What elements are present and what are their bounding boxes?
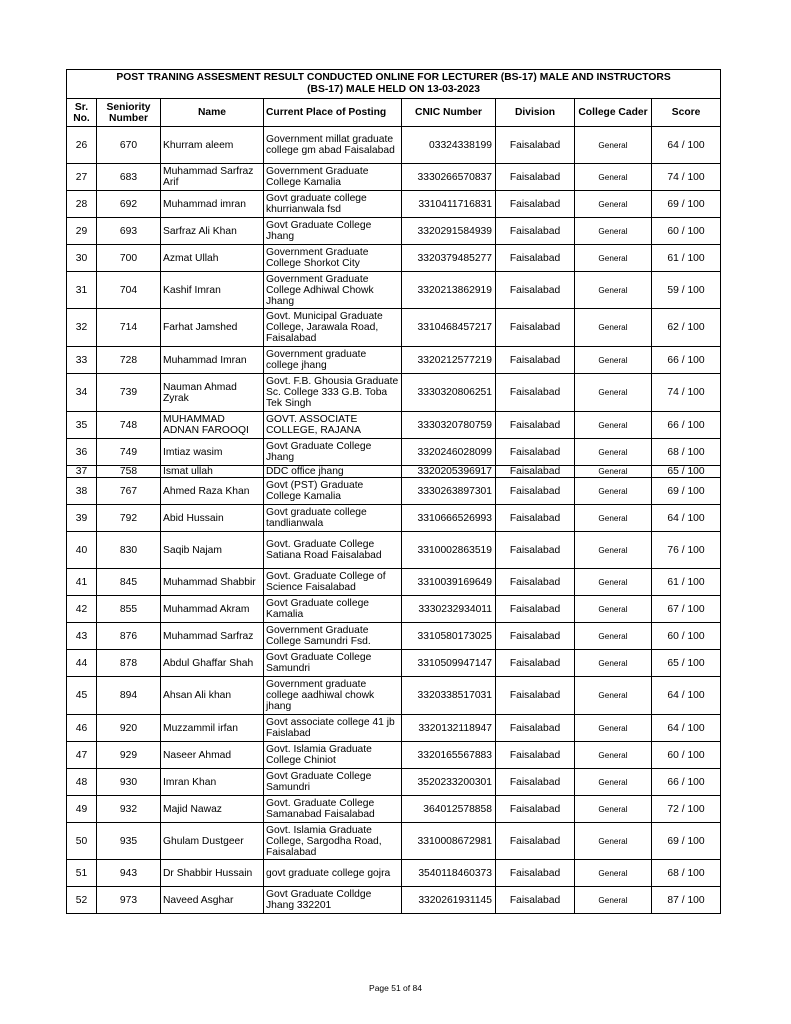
page-title <box>67 70 721 99</box>
cell-cadre: General <box>575 769 652 796</box>
cell-division: Faisalabad <box>496 127 575 164</box>
cell-cnic: 3310411716831 <box>402 191 496 218</box>
cell-posting: Government graduate college aadhiwal chowk jhang <box>264 677 402 715</box>
cell-division: Faisalabad <box>496 505 575 532</box>
cell-name: Ghulam Dustgeer <box>161 823 264 860</box>
cell-posting: Govt. Graduate College of Science Faisalabad <box>264 569 402 596</box>
cell-sr: 29 <box>67 218 97 245</box>
cell-sr: 48 <box>67 769 97 796</box>
cell-division: Faisalabad <box>496 347 575 374</box>
cell-division: Faisalabad <box>496 412 575 439</box>
table-row <box>67 218 721 245</box>
cell-cnic: 3320379485277 <box>402 245 496 272</box>
cell-posting: Govt graduate college tandlianwala <box>264 505 402 532</box>
cell-posting: Govt. Municipal Graduate College, Jarawala Road, Faisalabad <box>264 309 402 347</box>
cell-score: 60 / 100 <box>652 218 721 245</box>
cell-sr: 31 <box>67 272 97 309</box>
cell-seniority: 693 <box>97 218 161 245</box>
cell-cadre: General <box>575 623 652 650</box>
cell-score: 60 / 100 <box>652 623 721 650</box>
cell-score: 67 / 100 <box>652 596 721 623</box>
cell-score: 64 / 100 <box>652 127 721 164</box>
cell-cnic: 3330320806251 <box>402 374 496 412</box>
cell-cnic: 364012578858 <box>402 796 496 823</box>
cell-cadre: General <box>575 191 652 218</box>
cell-cadre: General <box>575 887 652 914</box>
table-row <box>67 245 721 272</box>
table-body <box>67 127 721 914</box>
table-row <box>67 769 721 796</box>
cell-cadre: General <box>575 309 652 347</box>
cell-posting: Govt Graduate college Kamalia <box>264 596 402 623</box>
cell-cnic: 3320205396917 <box>402 466 496 478</box>
cell-name: Ahsan Ali khan <box>161 677 264 715</box>
cell-posting: Govt Graduate College Samundri <box>264 650 402 677</box>
cell-seniority: 876 <box>97 623 161 650</box>
cell-posting: Govt Graduate College Jhang <box>264 218 402 245</box>
col-header-posting: Current Place of Posting <box>264 99 402 127</box>
cell-cadre: General <box>575 466 652 478</box>
cell-posting: Government millat graduate college gm abad Faisalabad <box>264 127 402 164</box>
cell-name: Nauman Ahmad Zyrak <box>161 374 264 412</box>
cell-posting: Government Graduate College Samundri Fsd. <box>264 623 402 650</box>
cell-cnic: 03324338199 <box>402 127 496 164</box>
cell-name: Farhat Jamshed <box>161 309 264 347</box>
cell-name: Majid Nawaz <box>161 796 264 823</box>
cell-seniority: 845 <box>97 569 161 596</box>
cell-cnic: 3310580173025 <box>402 623 496 650</box>
cell-cnic: 3330263897301 <box>402 478 496 505</box>
cell-seniority: 728 <box>97 347 161 374</box>
cell-cnic: 3310509947147 <box>402 650 496 677</box>
cell-name: Muhammad imran <box>161 191 264 218</box>
cell-name: Ahmed Raza Khan <box>161 478 264 505</box>
cell-cnic: 3520233200301 <box>402 769 496 796</box>
cell-score: 66 / 100 <box>652 412 721 439</box>
cell-sr: 36 <box>67 439 97 466</box>
col-header-score: Score <box>652 99 721 127</box>
cell-seniority: 935 <box>97 823 161 860</box>
cell-name: Muhammad Sarfraz <box>161 623 264 650</box>
cell-seniority: 932 <box>97 796 161 823</box>
cell-score: 68 / 100 <box>652 860 721 887</box>
cell-score: 61 / 100 <box>652 245 721 272</box>
cell-seniority: 767 <box>97 478 161 505</box>
cell-score: 69 / 100 <box>652 191 721 218</box>
cell-cadre: General <box>575 439 652 466</box>
cell-name: Muzzammil irfan <box>161 715 264 742</box>
cell-cnic: 3310008672981 <box>402 823 496 860</box>
cell-sr: 32 <box>67 309 97 347</box>
cell-sr: 27 <box>67 164 97 191</box>
cell-seniority: 920 <box>97 715 161 742</box>
cell-name: Imtiaz wasim <box>161 439 264 466</box>
cell-name: Naseer Ahmad <box>161 742 264 769</box>
cell-cnic: 3320338517031 <box>402 677 496 715</box>
cell-sr: 37 <box>67 466 97 478</box>
cell-sr: 34 <box>67 374 97 412</box>
table-row <box>67 439 721 466</box>
cell-name: Ismat ullah <box>161 466 264 478</box>
cell-posting: Government Graduate College Adhiwal Chowk Jhang <box>264 272 402 309</box>
table-row <box>67 272 721 309</box>
cell-score: 72 / 100 <box>652 796 721 823</box>
col-header-sr: Sr. No. <box>67 99 97 127</box>
cell-cadre: General <box>575 245 652 272</box>
cell-name: Kashif Imran <box>161 272 264 309</box>
cell-division: Faisalabad <box>496 623 575 650</box>
cell-seniority: 878 <box>97 650 161 677</box>
col-header-cadre: College Cader <box>575 99 652 127</box>
cell-posting: Govt Graduate College Samundri <box>264 769 402 796</box>
cell-cadre: General <box>575 505 652 532</box>
cell-sr: 33 <box>67 347 97 374</box>
cell-cnic: 3320291584939 <box>402 218 496 245</box>
cell-cadre: General <box>575 164 652 191</box>
col-header-cnic: CNIC Number <box>402 99 496 127</box>
cell-posting: Govt. F.B. Ghousia Graduate Sc. College 333 G.B. Toba Tek Singh <box>264 374 402 412</box>
cell-cnic: 3540118460373 <box>402 860 496 887</box>
table-row <box>67 596 721 623</box>
cell-division: Faisalabad <box>496 769 575 796</box>
cell-sr: 49 <box>67 796 97 823</box>
table-row <box>67 569 721 596</box>
cell-posting: Govt Graduate College Jhang <box>264 439 402 466</box>
cell-score: 66 / 100 <box>652 769 721 796</box>
cell-sr: 52 <box>67 887 97 914</box>
cell-division: Faisalabad <box>496 272 575 309</box>
cell-seniority: 748 <box>97 412 161 439</box>
cell-division: Faisalabad <box>496 164 575 191</box>
cell-cadre: General <box>575 677 652 715</box>
table-row <box>67 191 721 218</box>
column-header-row <box>67 99 721 127</box>
cell-seniority: 714 <box>97 309 161 347</box>
cell-posting: Govt. Graduate College Samanabad Faisalabad <box>264 796 402 823</box>
cell-name: Saqib Najam <box>161 532 264 569</box>
cell-division: Faisalabad <box>496 823 575 860</box>
results-table <box>66 69 721 914</box>
cell-name: Muhammad Imran <box>161 347 264 374</box>
cell-sr: 39 <box>67 505 97 532</box>
cell-name: Dr Shabbir Hussain <box>161 860 264 887</box>
cell-seniority: 683 <box>97 164 161 191</box>
cell-cnic: 3320132118947 <box>402 715 496 742</box>
cell-division: Faisalabad <box>496 796 575 823</box>
cell-cnic: 3320213862919 <box>402 272 496 309</box>
cell-cnic: 3310039169649 <box>402 569 496 596</box>
cell-division: Faisalabad <box>496 478 575 505</box>
cell-cnic: 3320212577219 <box>402 347 496 374</box>
cell-score: 68 / 100 <box>652 439 721 466</box>
cell-cadre: General <box>575 478 652 505</box>
cell-score: 74 / 100 <box>652 164 721 191</box>
cell-score: 61 / 100 <box>652 569 721 596</box>
cell-cadre: General <box>575 569 652 596</box>
cell-division: Faisalabad <box>496 439 575 466</box>
table-row <box>67 127 721 164</box>
table-row <box>67 887 721 914</box>
cell-cnic: 3320261931145 <box>402 887 496 914</box>
cell-sr: 45 <box>67 677 97 715</box>
cell-name: Muhammad Shabbir <box>161 569 264 596</box>
cell-seniority: 670 <box>97 127 161 164</box>
cell-score: 65 / 100 <box>652 650 721 677</box>
table-row <box>67 532 721 569</box>
cell-posting: GOVT. ASSOCIATE COLLEGE, RAJANA <box>264 412 402 439</box>
cell-cadre: General <box>575 347 652 374</box>
cell-sr: 50 <box>67 823 97 860</box>
cell-score: 64 / 100 <box>652 715 721 742</box>
cell-cadre: General <box>575 374 652 412</box>
table-row <box>67 164 721 191</box>
cell-sr: 46 <box>67 715 97 742</box>
table-row <box>67 860 721 887</box>
col-header-seniority: Seniority Number <box>97 99 161 127</box>
cell-cnic: 3310002863519 <box>402 532 496 569</box>
cell-division: Faisalabad <box>496 532 575 569</box>
cell-division: Faisalabad <box>496 569 575 596</box>
cell-division: Faisalabad <box>496 887 575 914</box>
cell-cadre: General <box>575 532 652 569</box>
cell-sr: 42 <box>67 596 97 623</box>
table-row <box>67 796 721 823</box>
cell-cadre: General <box>575 796 652 823</box>
cell-seniority: 830 <box>97 532 161 569</box>
cell-division: Faisalabad <box>496 596 575 623</box>
cell-posting: Govt. Graduate College Satiana Road Faisalabad <box>264 532 402 569</box>
table-row <box>67 677 721 715</box>
cell-score: 64 / 100 <box>652 677 721 715</box>
cell-division: Faisalabad <box>496 677 575 715</box>
cell-score: 62 / 100 <box>652 309 721 347</box>
cell-name: Naveed Asghar <box>161 887 264 914</box>
cell-cnic: 3330266570837 <box>402 164 496 191</box>
table-row <box>67 623 721 650</box>
cell-name: MUHAMMAD ADNAN FAROOQI <box>161 412 264 439</box>
cell-seniority: 758 <box>97 466 161 478</box>
col-header-name: Name <box>161 99 264 127</box>
cell-score: 65 / 100 <box>652 466 721 478</box>
cell-division: Faisalabad <box>496 715 575 742</box>
cell-division: Faisalabad <box>496 742 575 769</box>
cell-division: Faisalabad <box>496 245 575 272</box>
cell-score: 87 / 100 <box>652 887 721 914</box>
cell-posting: Govt associate college 41 jb Faislabad <box>264 715 402 742</box>
cell-seniority: 704 <box>97 272 161 309</box>
cell-sr: 40 <box>67 532 97 569</box>
table-row <box>67 309 721 347</box>
cell-sr: 26 <box>67 127 97 164</box>
table-row <box>67 412 721 439</box>
cell-posting: Govt graduate college khurrianwala fsd <box>264 191 402 218</box>
table-row <box>67 478 721 505</box>
cell-cnic: 3330320780759 <box>402 412 496 439</box>
cell-cnic: 3320246028099 <box>402 439 496 466</box>
cell-seniority: 973 <box>97 887 161 914</box>
cell-division: Faisalabad <box>496 191 575 218</box>
cell-cadre: General <box>575 823 652 860</box>
cell-cadre: General <box>575 650 652 677</box>
cell-score: 66 / 100 <box>652 347 721 374</box>
cell-score: 59 / 100 <box>652 272 721 309</box>
cell-cadre: General <box>575 127 652 164</box>
cell-cadre: General <box>575 860 652 887</box>
cell-score: 69 / 100 <box>652 478 721 505</box>
cell-posting: Govt Graduate Colldge Jhang 332201 <box>264 887 402 914</box>
cell-posting: Government Graduate College Shorkot City <box>264 245 402 272</box>
cell-seniority: 929 <box>97 742 161 769</box>
table-row <box>67 347 721 374</box>
cell-seniority: 855 <box>97 596 161 623</box>
cell-division: Faisalabad <box>496 309 575 347</box>
table-row <box>67 715 721 742</box>
cell-seniority: 894 <box>97 677 161 715</box>
cell-cnic: 3310468457217 <box>402 309 496 347</box>
cell-cnic: 3310666526993 <box>402 505 496 532</box>
title-line-2: (BS-17) MALE HELD ON 13-03-2023 <box>307 84 480 95</box>
cell-sr: 28 <box>67 191 97 218</box>
table-row <box>67 650 721 677</box>
cell-name: Abid Hussain <box>161 505 264 532</box>
cell-score: 76 / 100 <box>652 532 721 569</box>
cell-sr: 44 <box>67 650 97 677</box>
table-row <box>67 742 721 769</box>
cell-score: 60 / 100 <box>652 742 721 769</box>
cell-seniority: 943 <box>97 860 161 887</box>
cell-seniority: 692 <box>97 191 161 218</box>
cell-posting: Govt (PST) Graduate College Kamalia <box>264 478 402 505</box>
cell-posting: DDC office jhang <box>264 466 402 478</box>
cell-division: Faisalabad <box>496 650 575 677</box>
cell-posting: Govt. Islamia Graduate College, Sargodha Road, Faisalabad <box>264 823 402 860</box>
cell-division: Faisalabad <box>496 860 575 887</box>
cell-posting: govt graduate college gojra <box>264 860 402 887</box>
cell-score: 74 / 100 <box>652 374 721 412</box>
cell-division: Faisalabad <box>496 218 575 245</box>
cell-division: Faisalabad <box>496 466 575 478</box>
cell-cadre: General <box>575 596 652 623</box>
table-row <box>67 823 721 860</box>
cell-score: 64 / 100 <box>652 505 721 532</box>
cell-cadre: General <box>575 218 652 245</box>
cell-sr: 38 <box>67 478 97 505</box>
cell-name: Abdul Ghaffar Shah <box>161 650 264 677</box>
cell-name: Imran Khan <box>161 769 264 796</box>
page-number: Page 51 of 84 <box>369 983 422 993</box>
table-row <box>67 466 721 478</box>
cell-seniority: 792 <box>97 505 161 532</box>
result-sheet <box>66 69 720 914</box>
cell-name: Muhammad Akram <box>161 596 264 623</box>
cell-cadre: General <box>575 742 652 769</box>
col-header-division: Division <box>496 99 575 127</box>
cell-sr: 30 <box>67 245 97 272</box>
cell-posting: Govt. Islamia Graduate College Chiniot <box>264 742 402 769</box>
cell-posting: Government Graduate College Kamalia <box>264 164 402 191</box>
cell-sr: 43 <box>67 623 97 650</box>
cell-sr: 51 <box>67 860 97 887</box>
cell-cnic: 3320165567883 <box>402 742 496 769</box>
table-row <box>67 505 721 532</box>
title-line-1: POST TRANING ASSESMENT RESULT CONDUCTED ONLINE FOR LECTURER (BS-17) MALE AND INSTRUCTORS <box>116 72 671 83</box>
cell-cadre: General <box>575 272 652 309</box>
cell-seniority: 700 <box>97 245 161 272</box>
cell-cadre: General <box>575 715 652 742</box>
cell-posting: Government graduate college jhang <box>264 347 402 374</box>
cell-name: Azmat Ullah <box>161 245 264 272</box>
cell-name: Muhammad Sarfraz Arif <box>161 164 264 191</box>
cell-sr: 35 <box>67 412 97 439</box>
cell-score: 69 / 100 <box>652 823 721 860</box>
cell-division: Faisalabad <box>496 374 575 412</box>
cell-cnic: 3330232934011 <box>402 596 496 623</box>
cell-seniority: 930 <box>97 769 161 796</box>
table-row <box>67 374 721 412</box>
cell-name: Sarfraz Ali Khan <box>161 218 264 245</box>
cell-seniority: 739 <box>97 374 161 412</box>
cell-cadre: General <box>575 412 652 439</box>
cell-sr: 41 <box>67 569 97 596</box>
cell-name: Khurram aleem <box>161 127 264 164</box>
cell-seniority: 749 <box>97 439 161 466</box>
cell-sr: 47 <box>67 742 97 769</box>
